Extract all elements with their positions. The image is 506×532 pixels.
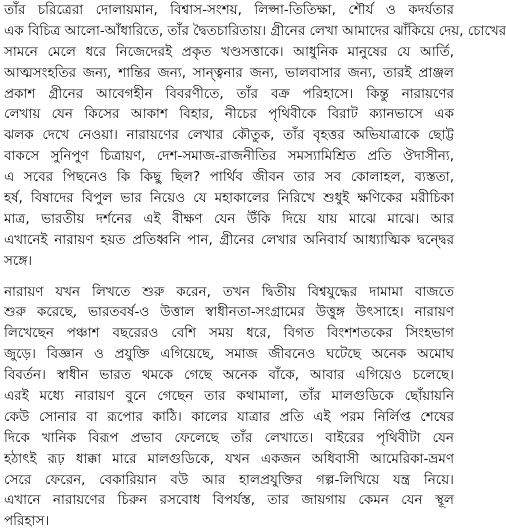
text-line: তাঁর চরিত্রেরা দোলায়মান, বিশ্বাস-সংশয়, লিপ্সা-তিতিক্ষা, শৌর্য ও কদর্যতার <box>4 2 454 18</box>
text-line: আত্মসংহতির জন্য, শান্তির জন্য, সান্ত্বনার জন্য, ভালবাসার জন্য, তারই প্রাঞ্জল <box>4 64 454 81</box>
text-line: সঙ্গে। <box>4 252 33 269</box>
text-line: মাত্র, ভারতীয় দর্শনের এই বীক্ষণ যেন উঁকি দিয়ে যায় মাঝে মাঝে। আর <box>4 210 454 227</box>
document-page <box>4 0 506 530</box>
text-line: এখানেই নারায়ণ হয়ত প্রতিধ্বনি পান, গ্রীনের লেখার অনিবার্য আধ্যাত্মিক দ্বন্দ্বের <box>4 231 454 248</box>
text-line: দিকে খানিক বিরূপ প্রভাব ফেলেছে তাঁর লেখাতে। বাইরের পৃথিবীটা যেন <box>4 429 454 446</box>
text-line: ঝলক দেখে নেওয়া। নারায়ণের লেখার কৌতুক, তাঁর বৃহত্তর অভিযাত্রাকে ছোট্ট <box>4 127 454 144</box>
text-line: জুড়ে। বিজ্ঞান ও প্রযুক্তি এগিয়েছে, সমাজ জীবনেও ঘটেছে অনেক অমোঘ <box>4 346 454 363</box>
text-line: এক বিচিত্র আলো-আঁধারিতে, তাঁর দ্বৈতচারিতায়। গ্রীনের লেখা আমাদের ঝাঁকিয়ে দেয়, চোখের <box>4 22 506 39</box>
text-line: কেউ সোনার বা রূপোর কাঠি। কালের যাত্রার প্রতি এই পরম নির্লিপ্ত শেষের <box>4 408 454 425</box>
text-line: সামনে মেলে ধরে নিজেদেরই প্রকৃত খণ্ডসত্তাকে। আধুনিক মানুষের যে আর্তি, <box>4 43 454 60</box>
text-line: এ সবের পিছনেও কি কিছু ছিল? পার্থিব জীবন তার সব কোলাহল, ব্যস্ততা, <box>4 169 454 186</box>
text-line: পরিহাস। <box>4 513 50 530</box>
text-line: লিখেছেন পঞ্চাশ বছরেরও বেশি সময় ধরে, বিগত বিংশশতকের সিংহভাগ <box>4 325 454 342</box>
text-line: এরই মধ্যে নারায়ণ বুনে গেছেন তার কথামালা, তাঁর মালগুডিকে ছোঁয়ায়নি <box>4 388 454 405</box>
text-line: প্রকাশ গ্রীনের আবেগহীন বিবরণীতে, তাঁর বক্র পরিহাসে। কিন্তু নারায়ণের <box>4 85 454 102</box>
text-line: বাকসে সুনিপুণ চিত্রায়ণ, দেশ-সমাজ-রাজনীতির সমস্যামিশ্রিত প্রতি ঔদাসীন্য, <box>4 148 454 165</box>
text-line: হঠাৎই রূঢ় ধাক্কা মারে মালগুডিকে, যখন একজন অধিবাসী আমেরিকা-ভ্রমণ <box>4 450 454 467</box>
paragraph-1 <box>4 0 506 272</box>
text-line: বিবর্তন। স্বাধীন ভারত থমকে গেছে অনেক বাঁকে, আবার এগিয়েও চলেছে। <box>4 367 454 384</box>
text-line: নারায়ণ যখন লিখতে শুরু করেন, তখন দ্বিতীয় বিশ্বযুদ্ধের দামামা বাজতে <box>4 283 454 300</box>
text-line: সেরে ফেরেন, বেকারিয়ান বউ আর হালপ্রযুক্তির গল্প-লিখিয়ে যন্ত্র নিয়ে। <box>4 471 454 488</box>
text-line: শুরু করেছে, ভারতবর্ষ-ও উত্তাল স্বাধীনতা-সংগ্রামের উত্তুঙ্গ উৎসাহে। নারায়ণ <box>4 304 454 321</box>
text-line: লেখায় যেন কিসের আকাশ বিহার, নীচের পৃথিবীকে বিরাট ক্যানভাসে এক <box>4 106 454 123</box>
paragraph-gap <box>4 272 454 282</box>
text-line: হর্ষ, বিষাদের বিপুল ভার নিয়েও যে মহাকালের নিরিখে শুধুই ক্ষণিকের মরীচিকা <box>4 190 454 207</box>
paragraph-2 <box>4 282 454 532</box>
text-line: এখানে নারায়ণের চিরুন রসবোধ বিপর্যস্ত, তার জায়গায় কেমন যেন স্থূল <box>4 492 454 509</box>
